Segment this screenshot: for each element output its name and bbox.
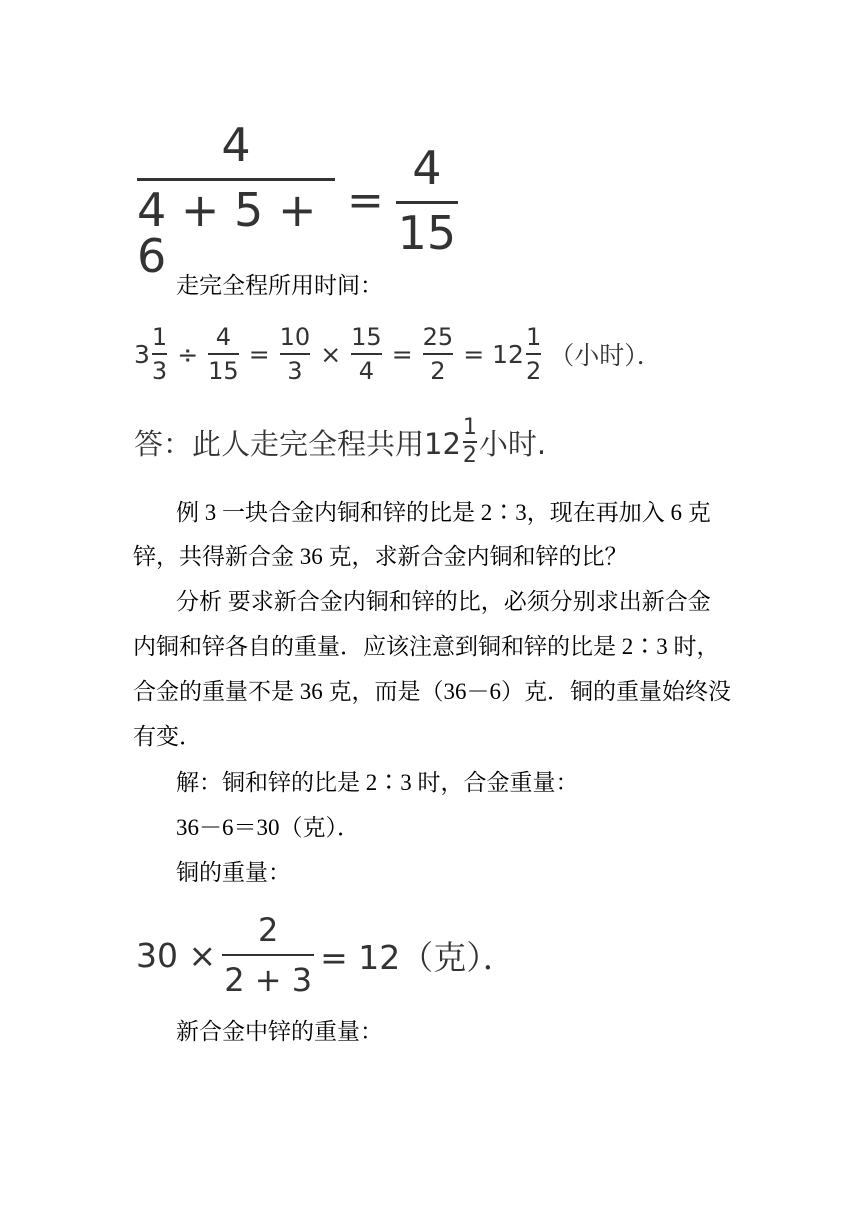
text-line: 例 3 一块合金内铜和锌的比是 2∶3，现在再加入 6 克: [176, 500, 711, 525]
answer-prefix: 答：此人走完全程共用12: [134, 426, 461, 461]
fraction: [222, 911, 314, 999]
unit-label: （小时）．: [549, 341, 662, 370]
fraction-bar: [423, 353, 454, 355]
fraction-bar: [526, 353, 541, 355]
denominator: 4: [358, 357, 375, 385]
fraction: [463, 417, 477, 467]
numerator: 1: [151, 323, 168, 351]
formula-right: = 12（克）．: [320, 937, 516, 977]
text-line: 铜的重量：: [176, 860, 291, 885]
denominator: 2 + 3: [224, 961, 313, 999]
answer-line: [134, 413, 546, 471]
denominator: 2: [525, 357, 542, 385]
formula-copper-weight: [136, 908, 516, 1002]
numerator: 1: [525, 323, 542, 351]
text-line: 合金的重量不是 36 克，而是（36－6）克．铜的重量始终没: [133, 679, 731, 704]
fraction-bar: [280, 353, 311, 355]
fraction: [208, 325, 239, 383]
fraction-bar: [152, 353, 167, 355]
text-line: 内铜和锌各自的重量．应该注意到铜和锌的比是 2∶3 时，: [133, 634, 720, 659]
formula-ratio: [137, 118, 467, 283]
denominator: 3: [151, 357, 168, 385]
equals-sign: =: [248, 339, 270, 369]
numerator: 4: [412, 141, 442, 195]
denominator: 15: [208, 357, 239, 385]
fraction: [526, 325, 541, 383]
denominator: 15: [397, 206, 457, 260]
numerator: 25: [422, 323, 454, 351]
denominator: 2: [430, 357, 446, 385]
text-line: 有变．: [133, 724, 202, 749]
text-line: 解：铜和锌的比是 2∶3 时，合金重量：: [176, 770, 579, 795]
multiply-sign: ×: [320, 339, 342, 369]
fraction-bar: [396, 201, 458, 204]
equals-sign: =: [347, 175, 384, 226]
divide-sign: ÷: [177, 339, 199, 369]
fraction: [423, 325, 454, 383]
numerator: 1: [462, 415, 477, 440]
numerator: 2: [257, 911, 279, 949]
fraction-bar: [351, 353, 382, 355]
answer-suffix: 小时.: [478, 426, 547, 461]
numerator: 10: [279, 323, 311, 351]
equals-sign: =: [391, 339, 413, 369]
result-whole: 12: [492, 339, 524, 369]
fraction: [152, 325, 167, 383]
mixed-whole: 3: [134, 339, 150, 369]
equals-sign: =: [463, 339, 485, 369]
fraction-bar: [137, 178, 335, 181]
denominator: 2: [462, 443, 477, 468]
numerator: 4: [221, 118, 251, 172]
fraction-result: [396, 141, 458, 260]
text-line: 走完全程所用时间：: [176, 273, 383, 298]
numerator: 4: [215, 323, 232, 351]
text-line: 锌，共得新合金 36 克，求新合金内铜和锌的比？: [133, 544, 628, 569]
fraction: [351, 325, 382, 383]
fraction-ratio: [137, 118, 335, 283]
text-line: 分析 要求新合金内铜和锌的比，必须分别求出新合金: [176, 589, 711, 614]
denominator: 4 + 5 + 6: [137, 183, 317, 283]
denominator: 3: [287, 357, 303, 385]
text-line: 36－6＝30（克）．: [176, 815, 360, 840]
formula-time: [134, 318, 662, 390]
numerator: 15: [351, 323, 382, 351]
fraction-bar: [222, 954, 314, 956]
fraction: [280, 325, 311, 383]
formula-left: 30 ×: [136, 935, 217, 975]
text-line: 新合金中锌的重量：: [176, 1019, 383, 1044]
fraction-bar: [208, 353, 239, 355]
